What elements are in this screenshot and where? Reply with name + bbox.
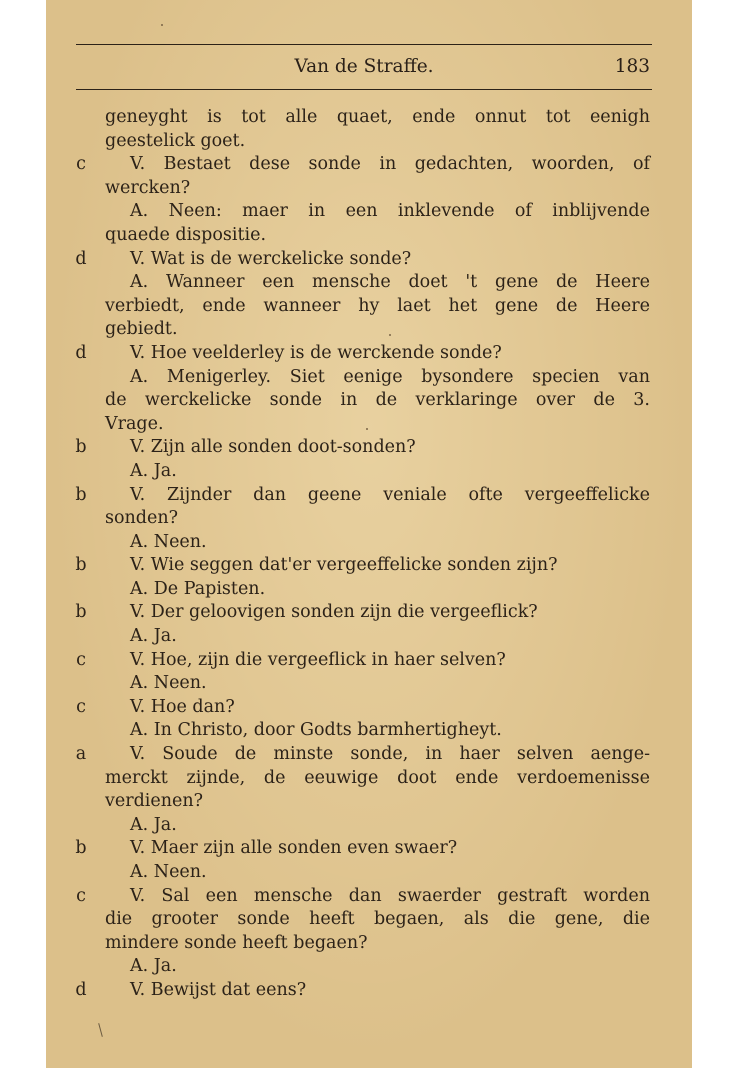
text-line <box>46 224 692 248</box>
text-line <box>46 932 692 956</box>
body-text <box>46 106 692 1003</box>
text-line <box>46 554 692 578</box>
line-text: A. Ja. <box>130 814 177 835</box>
line-text: A. Ja. <box>130 460 177 481</box>
line-text: verdienen? <box>105 791 204 812</box>
line-text: A. Neen. <box>130 531 207 552</box>
text-line <box>46 790 692 814</box>
line-text: A. Neen. <box>130 673 207 694</box>
margin-letter: a <box>75 744 87 765</box>
text-line <box>46 177 692 201</box>
text-line <box>46 885 692 909</box>
text-line <box>46 318 692 342</box>
header-rule-top <box>76 44 652 45</box>
margin-letter: d <box>75 342 87 363</box>
line-text: mindere sonde heeft begaen? <box>105 932 368 953</box>
text-line <box>46 672 692 696</box>
text-line <box>46 271 692 295</box>
text-line <box>46 696 692 720</box>
book-page <box>46 0 692 1068</box>
line-text: V. Maer zijn alle sonden even swaer? <box>130 838 458 859</box>
margin-letter: b <box>75 602 87 623</box>
line-text: verbiedt, ende wanneer hy laet het gene de Heere <box>105 295 650 316</box>
line-text: V. Der geloovigen sonden zijn die vergeeflick? <box>130 602 538 623</box>
text-line <box>46 955 692 979</box>
header-rule-bottom <box>76 89 652 90</box>
text-line <box>46 507 692 531</box>
margin-letter: b <box>75 484 87 505</box>
text-line <box>46 484 692 508</box>
text-line <box>46 366 692 390</box>
text-line <box>46 743 692 767</box>
text-line <box>46 625 692 649</box>
text-line <box>46 130 692 154</box>
line-text: de werckelicke sonde in de verklaringe over de 3. <box>105 390 650 411</box>
line-text: A. Ja. <box>130 626 177 647</box>
line-text: A. De Papisten. <box>130 578 266 599</box>
line-text: geestelick goet. <box>105 130 246 151</box>
margin-letter: d <box>75 979 87 1000</box>
text-line <box>46 106 692 130</box>
line-text: sonden? <box>105 508 178 529</box>
line-text: merckt zijnde, de eeuwige doot ende verdoemenisse <box>105 767 650 788</box>
text-line <box>46 153 692 177</box>
text-line <box>46 649 692 673</box>
text-line <box>46 719 692 743</box>
line-text: V. Hoe, zijn die vergeeflick in haer selven? <box>130 649 506 670</box>
line-text: V. Bewijst dat eens? <box>130 979 307 1000</box>
line-text: geneyght is tot alle quaet, ende onnut tot eenigh <box>105 107 650 127</box>
text-line <box>46 578 692 602</box>
margin-letter: d <box>75 248 87 269</box>
text-line <box>46 861 692 885</box>
page-title: Van de Straffe. <box>294 56 434 77</box>
text-line <box>46 342 692 366</box>
line-text: V. Bestaet dese sonde in gedachten, woorden, of <box>130 154 650 175</box>
text-line <box>46 389 692 413</box>
margin-letter: b <box>75 555 87 576</box>
margin-letter: c <box>76 696 86 717</box>
line-text: A. Neen. <box>130 862 207 882</box>
text-line <box>46 837 692 861</box>
text-line <box>46 436 692 460</box>
margin-letter: c <box>76 885 86 906</box>
line-text: quaede dispositie. <box>105 224 267 245</box>
line-text: V. Soude de minste sonde, in haer selven aenge- <box>130 744 650 765</box>
paper-speck <box>161 24 163 26</box>
page-number: 183 <box>614 56 650 77</box>
line-text: A. Menigerley. Siet eenige bysondere specien van <box>130 366 650 387</box>
line-text: V. Zijn alle sonden doot-sonden? <box>130 437 416 458</box>
ink-mark <box>98 1023 103 1037</box>
text-line <box>46 814 692 838</box>
line-text: A. Wanneer een mensche doet 't gene de Heere <box>130 272 650 293</box>
line-text: A. Ja. <box>130 956 177 977</box>
text-line <box>46 979 692 1003</box>
line-text: V. Wat is de werckelicke sonde? <box>130 248 412 269</box>
paper-speck <box>389 334 391 336</box>
margin-letter: b <box>75 838 87 859</box>
running-header <box>76 56 652 82</box>
line-text: die grooter sonde heeft begaen, als die gene, die <box>105 909 650 930</box>
line-text: V. Zijnder dan geene veniale ofte vergeeffelicke <box>130 484 650 505</box>
line-text: Vrage. <box>105 413 164 434</box>
text-line <box>46 531 692 555</box>
text-line <box>46 413 692 437</box>
text-line <box>46 200 692 224</box>
text-line <box>46 601 692 625</box>
margin-letter: b <box>75 437 87 458</box>
text-line <box>46 248 692 272</box>
text-line <box>46 460 692 484</box>
margin-letter: c <box>76 649 86 670</box>
text-line <box>46 908 692 932</box>
line-text: gebiedt. <box>105 319 178 340</box>
line-text: V. Wie seggen dat'er vergeeffelicke sonden zijn? <box>130 555 558 576</box>
line-text: A. Neen: maer in een inklevende of inblijvende <box>130 201 650 222</box>
paper-speck <box>366 428 368 430</box>
line-text: V. Hoe veelderley is de werckende sonde? <box>130 342 502 363</box>
margin-letter: c <box>76 154 86 175</box>
text-line <box>46 295 692 319</box>
line-text: wercken? <box>105 177 191 198</box>
line-text: A. In Christo, door Godts barmhertigheyt. <box>130 720 502 741</box>
text-line <box>46 767 692 791</box>
line-text: V. Sal een mensche dan swaerder gestraft worden <box>130 885 650 906</box>
line-text: V. Hoe dan? <box>130 696 235 717</box>
